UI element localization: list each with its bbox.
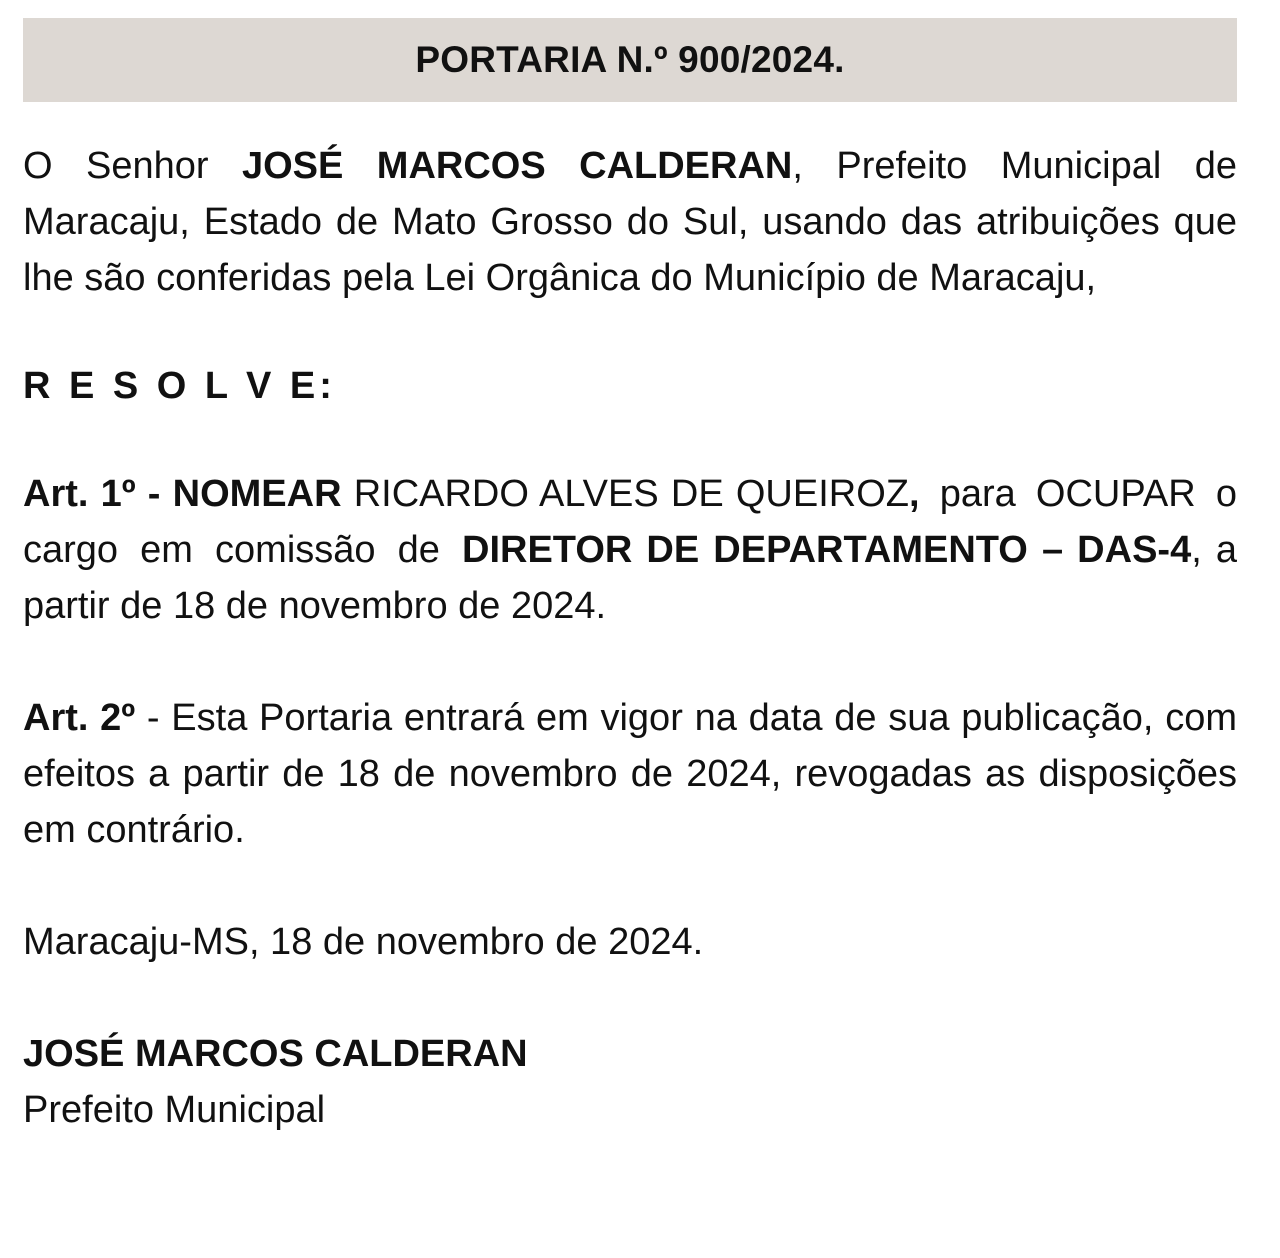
position-title: DIRETOR DE DEPARTAMENTO – DAS-4 — [462, 529, 1192, 571]
resolve-heading: R E S O L V E: — [23, 365, 336, 407]
article-1-text: para OCUPAR o cargo em comissão de — [23, 473, 1237, 571]
document — [23, 18, 1237, 1138]
article-2 — [23, 690, 1237, 858]
intro-paragraph — [23, 138, 1237, 306]
article-1-date: , a partir de 18 de novembro de 2024. — [23, 529, 1237, 627]
page-title: PORTARIA N.º 900/2024. — [415, 39, 845, 80]
date-line: Maracaju-MS, 18 de novembro de 2024. — [23, 921, 704, 963]
header-bar — [23, 18, 1237, 102]
appointee-name: RICARDO ALVES DE QUEIROZ — [341, 473, 909, 515]
article-2-text: - Esta Portaria entrará em vigor na data de sua publicação, com efeitos a partir de 18 de novembro de 2024, revogadas as disposições em contrário. — [23, 697, 1237, 851]
signature-role: Prefeito Municipal — [23, 1089, 326, 1131]
signature-name: JOSÉ MARCOS CALDERAN — [23, 1033, 528, 1075]
mayor-name: JOSÉ MARCOS CALDERAN — [241, 145, 793, 187]
article-1-label: Art. 1º - — [23, 473, 173, 515]
intro-prefix: O Senhor — [23, 145, 242, 187]
intro-text: , Prefeito Municipal de Maracaju, Estado de Mato Grosso do Sul, usando das atribuições que lhe são conferidas pela Lei Orgânica do Município de Maracaju, — [23, 145, 1237, 299]
article-2-label: Art. 2º — [23, 697, 136, 739]
article-1-verb: NOMEAR — [172, 473, 342, 515]
article-1 — [23, 466, 1237, 634]
article-1-comma: , — [908, 473, 920, 515]
